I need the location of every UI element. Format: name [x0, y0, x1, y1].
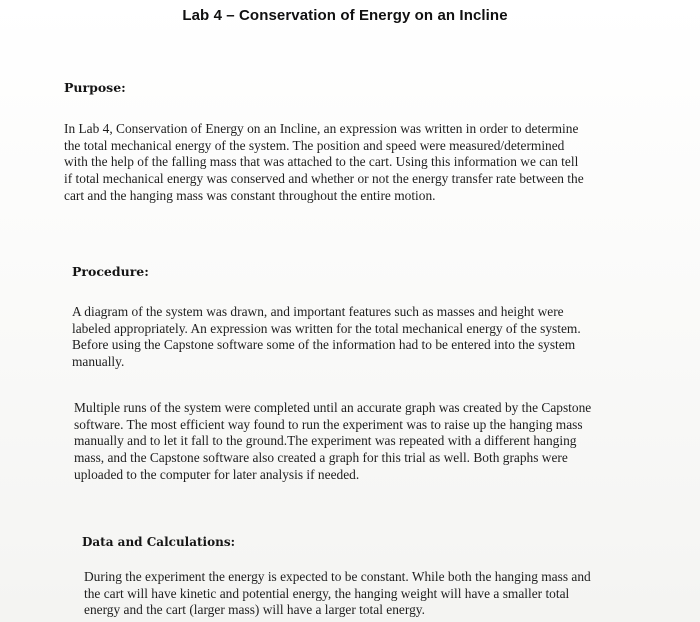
purpose-line: the total mechanical energy of the system. The position and speed were measured/determined [64, 137, 565, 153]
procedure-paragraph-1 [72, 304, 581, 371]
page-title: Lab 4 – Conservation of Energy on an Incline [182, 7, 508, 24]
data-line: energy and the cart (larger mass) will have a larger total energy. [84, 602, 425, 618]
procedure-paragraph-2 [74, 400, 591, 484]
data-line: the cart will have kinetic and potential energy, the hanging weight will have a smaller total [84, 585, 570, 601]
procedure-line: software. The most efficient way found to run the experiment was to raise up the hanging mass [74, 416, 583, 432]
data-calculations-heading: Data and Calculations: [82, 535, 236, 549]
procedure-line: uploaded to the computer for later analysis if needed. [74, 466, 360, 482]
procedure-line: manually. [72, 354, 125, 370]
procedure-line: labeled appropriately. An expression was written for the total mechanical energy of the system. [72, 320, 581, 336]
purpose-line: if total mechanical energy was conserved and whether or not the energy transfer rate between the [64, 171, 584, 187]
purpose-heading: Purpose: [64, 80, 126, 95]
procedure-heading: Procedure: [72, 264, 149, 279]
purpose-paragraph [64, 121, 584, 205]
procedure-line: Before using the Capstone software some of the information had to be entered into the system [72, 337, 576, 353]
purpose-line: with the help of the falling mass that was attached to the cart. Using this information we can tell [64, 154, 579, 170]
procedure-line: mass, and the Capstone software also created a graph for this trial as well. Both graphs were [74, 450, 568, 466]
data-line: During the experiment the energy is expected to be constant. While both the hanging mass and [84, 569, 591, 584]
procedure-line: Multiple runs of the system were completed until an accurate graph was created by the Capstone [74, 400, 592, 415]
purpose-line: cart and the hanging mass was constant throughout the entire motion. [64, 187, 436, 203]
data-calculations-paragraph [84, 569, 591, 619]
purpose-line: In Lab 4, Conservation of Energy on an Incline, an expression was written in order to determine [64, 121, 579, 136]
procedure-line: manually and to let it fall to the ground.The experiment was repeated with a different hanging [74, 433, 577, 449]
procedure-line: A diagram of the system was drawn, and important features such as masses and height were [72, 304, 564, 319]
